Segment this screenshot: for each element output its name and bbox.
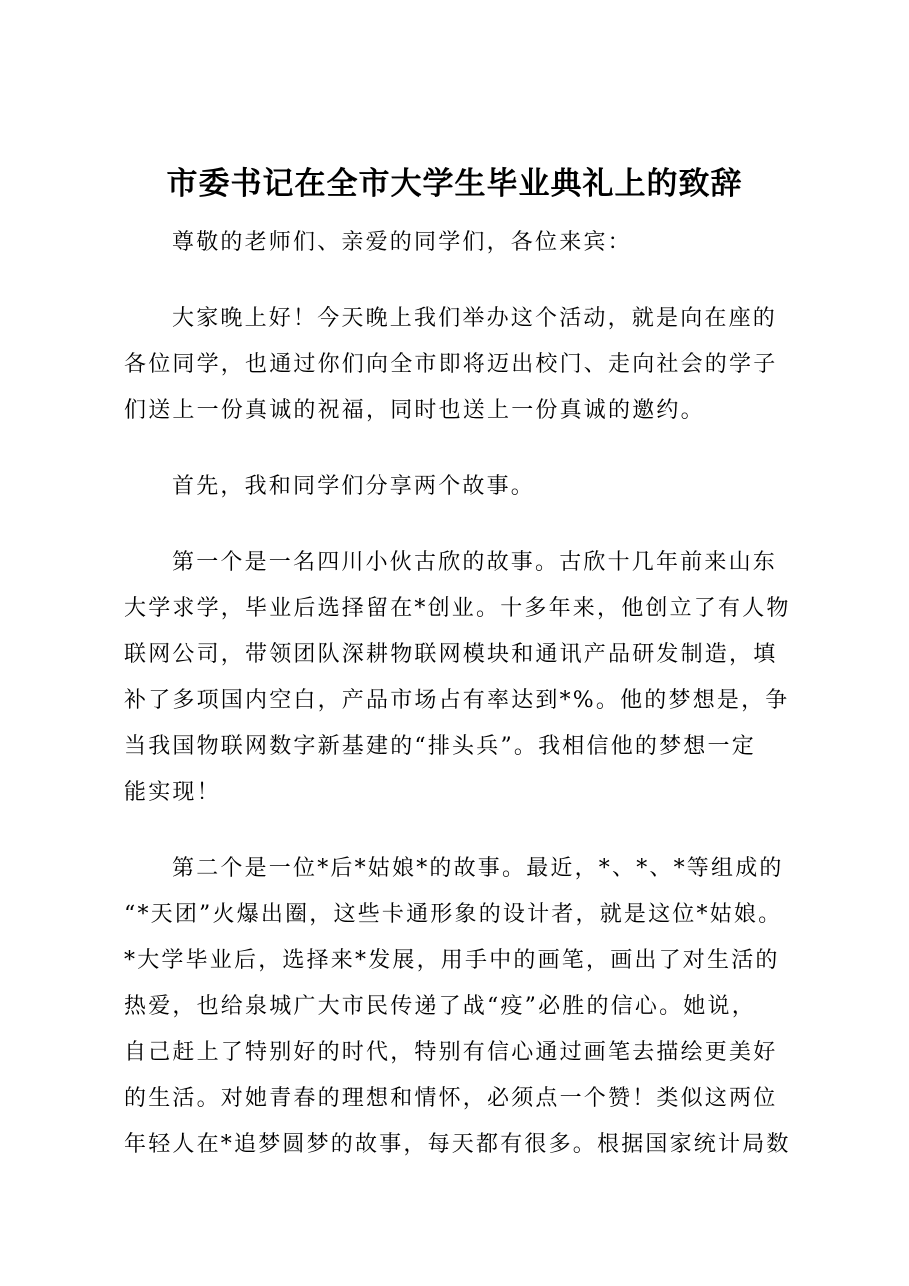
text-line: 各位同学，也通过你们向全市即将迈出校门、走向社会的学子 — [124, 352, 778, 377]
text-line: 能实现！ — [124, 780, 221, 805]
text-line: 联网公司，带领团队深耕物联网模块和通讯产品研发制造，填 — [124, 642, 778, 667]
text-line: 第一个是一名四川小伙古欣的故事。古欣十几年前来山东 — [172, 550, 778, 575]
text-line: 自己赶上了特别好的时代，特别有信心通过画笔去描绘更美好 — [124, 1040, 778, 1065]
document-title: 市委书记在全市大学生毕业典礼上的致辞 — [166, 166, 743, 202]
text-line: 大家晚上好！今天晚上我们举办这个活动，就是向在座的 — [172, 306, 778, 331]
text-line: 的生活。对她青春的理想和情怀，必须点一个赞！类似这两位 — [124, 1086, 778, 1111]
text-line: 们送上一份真诚的祝福，同时也送上一份真诚的邀约。 — [124, 398, 705, 423]
text-line: 年轻人在*追梦圆梦的故事，每天都有很多。根据国家统计局数 — [124, 1132, 791, 1157]
text-line: 第二个是一位*后*姑娘*的故事。最近，*、*、*等组成的 — [172, 856, 784, 881]
text-line: 首先，我和同学们分享两个故事。 — [172, 474, 536, 499]
text-line: 补了多项国内空白，产品市场占有率达到*%。他的梦想是，争 — [124, 688, 790, 713]
text-line: 当我国物联网数字新基建的“排头兵”。我相信他的梦想一定 — [124, 734, 756, 759]
text-line: 尊敬的老师们、亲爱的同学们，各位来宾： — [172, 230, 632, 255]
text-line: “*天团”火爆出圈，这些卡通形象的设计者，就是这位*姑娘。 — [124, 902, 783, 927]
text-line: *大学毕业后，选择来*发展，用手中的画笔，画出了对生活的 — [124, 948, 780, 973]
text-line: 热爱，也给泉城广大市民传递了战“疫”必胜的信心。她说， — [124, 994, 756, 1019]
text-line: 大学求学，毕业后选择留在*创业。十多年来，他创立了有人物 — [124, 596, 791, 621]
